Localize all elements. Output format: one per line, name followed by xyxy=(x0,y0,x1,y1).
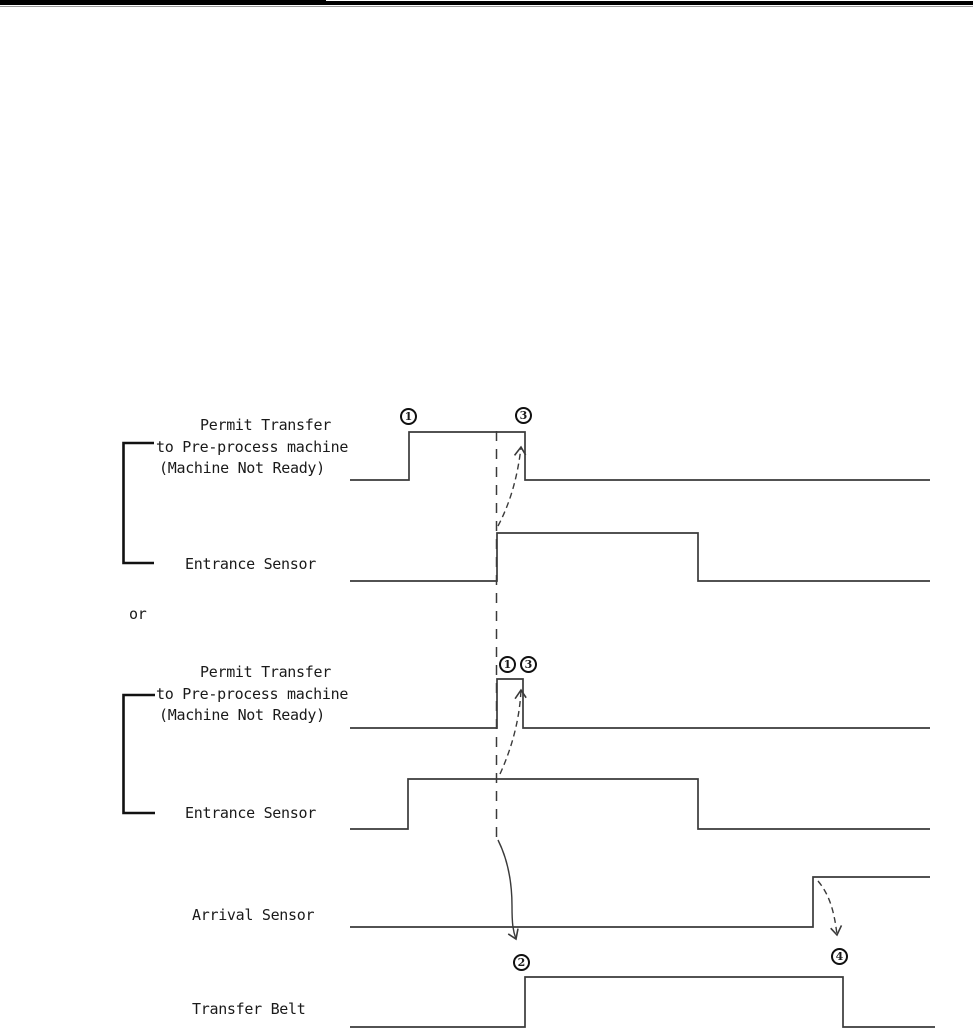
bracket-block2 xyxy=(124,695,156,813)
circled-marker-2: 2 xyxy=(513,954,530,971)
arrow-to-step3-second xyxy=(500,690,521,774)
signal-arrival-sensor xyxy=(350,877,930,927)
or-label: or xyxy=(129,605,147,623)
permit2-label-line1: Permit Transfer xyxy=(200,663,331,681)
circled-marker-4: 4 xyxy=(831,948,848,965)
signal-permit-transfer-2 xyxy=(350,679,930,728)
circled-marker-1-first: 1 xyxy=(400,408,417,425)
permit2-label-line2: to Pre-process machine xyxy=(156,685,349,703)
arrow-to-step4 xyxy=(818,881,837,935)
permit1-label-line1: Permit Transfer xyxy=(200,416,331,434)
circled-marker-3-second: 3 xyxy=(520,656,537,673)
permit1-label-line2: to Pre-process machine xyxy=(156,438,349,456)
circled-marker-3-first: 3 xyxy=(515,407,532,424)
bracket-block1 xyxy=(124,443,155,563)
entrance1-label: Entrance Sensor xyxy=(185,555,316,573)
signal-entrance-sensor-1 xyxy=(350,533,930,581)
arrival-sensor-label: Arrival Sensor xyxy=(192,906,315,924)
entrance2-label: Entrance Sensor xyxy=(185,804,316,822)
signal-transfer-belt xyxy=(350,977,935,1027)
signal-permit-transfer-1 xyxy=(350,432,930,480)
signal-entrance-sensor-2 xyxy=(350,779,930,829)
permit1-label-line3: (Machine Not Ready) xyxy=(159,459,325,477)
arrow-to-step3-first xyxy=(498,447,521,526)
permit2-label-line3: (Machine Not Ready) xyxy=(159,706,325,724)
transfer-belt-label: Transfer Belt xyxy=(192,1000,306,1018)
arrow-to-step2 xyxy=(498,840,516,939)
circled-marker-1-second: 1 xyxy=(499,656,516,673)
